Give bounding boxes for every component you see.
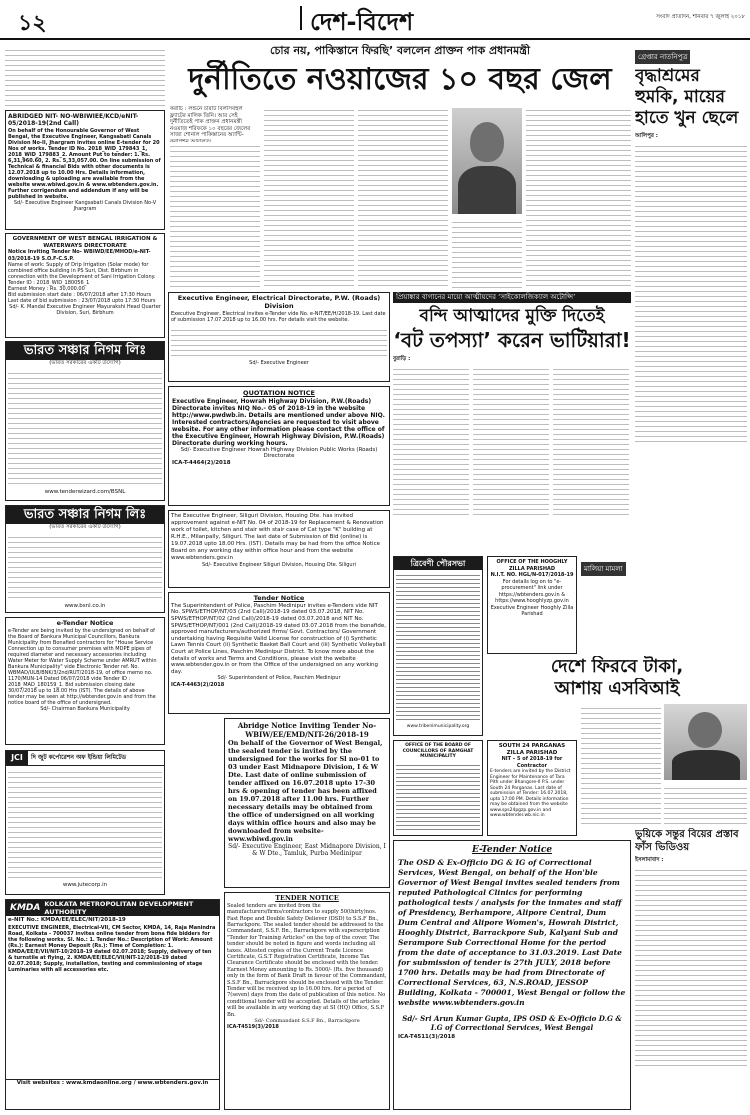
middle-col-3 xyxy=(553,365,629,515)
bottom-right-headline: ভুয়িকে সন্তুর বিয়ের প্রস্তাব ফাঁস ভিডিওয় xyxy=(635,829,739,853)
pm-signature: Sd/- Superintendent of Police, Paschim Medinipur xyxy=(217,675,341,682)
pm-code: ICA-T-4463(2)/2018 xyxy=(171,681,225,688)
bottom-right-dateline: ইসলামাবাদ : xyxy=(635,857,664,863)
bsnl-2-title: ভারত সঞ্চার নিগম লিঃ xyxy=(6,506,164,524)
kmda-ad xyxy=(5,899,220,1110)
siliguri-signature: Sd/- Executive Engineer Siliguri Division, Housing Dte. Siliguri xyxy=(201,562,357,568)
right-story-1 xyxy=(635,44,747,469)
lead-body-col3 xyxy=(358,106,448,288)
tribeni-body xyxy=(396,572,480,722)
tribeni-title: ত্রিবেণী পৌরসভা xyxy=(394,557,482,570)
south24-body: E-tenders are invited by the District Engineer for Maintenance of Tara Pith under Bhangore-II P.S. under South 24 Parganas. Last date of submission of Tender: 16.07.2018, upto 17:00 PM. Details information may be obtained from the website www.sps24pgzp.gov.in and www.wbtender.wb.nic.in xyxy=(490,769,571,819)
south24-sub: NIT – 5 of 2018-19 for Contractor xyxy=(501,756,563,769)
ssb-signature: Sd/- Commandant S.S.F Bn., Barrackpore xyxy=(254,1018,360,1025)
kmda-sub: e-NIT No.: KMDA/EE/ELEC/NIT/2018-19 xyxy=(8,917,126,923)
tender-id-label: Tender ID xyxy=(8,280,32,287)
kmda-title: KOLKATA METROPOLITAN DEVELOPMENT AUTHORITY xyxy=(44,900,194,916)
bsnl-1-subtitle: (ভারত সরকারের একটি উদ্যোগ) xyxy=(49,360,121,366)
bid-start-label: Bid submission start date xyxy=(8,292,72,299)
abridged-body: On behalf of the Honourable Governor of West Bengal, the Executive Engineer, Kangsabati Canals Division No-II, Jhargram invites online E-tender for 20 Nos of works. Tender ID No. 2018_WID_179843_1, 2018_WID_179883_2. Amount Put to tender: 1. Rs. 6,31,960.60, 2. Rs. 5,33,057.00. On line submission of Technical & financial Bids with other documents is 12.07.2018 up to 10.00 Hrs. Details information, downloading & uploading are available from the website www.wbiwd.gov.in & www.wbtenders.gov.in. Further corrigendum and addendum if any will be published in website. xyxy=(8,128,161,200)
left-top-news xyxy=(5,46,165,106)
bid-start-value: 06/07/2018 after 17:30 Hours xyxy=(76,292,152,299)
bsnl-ad-1 xyxy=(5,341,165,501)
hooghly-title: OFFICE OF THE HOOGHLY ZILLA PARISHAD xyxy=(496,559,568,572)
middle-headline-2: ‘বট তপস্যা’ করেন ভাটিয়ারা! xyxy=(393,328,631,352)
bankura-title: e-Tender Notice xyxy=(56,619,114,627)
purba-medinipur-notice xyxy=(224,718,390,888)
middle-col-1 xyxy=(393,365,469,515)
pb-signature: Sd/- Executive Engineer, East Midnapore Division, I & W Dte., Tamluk, Purba Medinipur xyxy=(228,843,386,857)
last-date-label: Last date of bid submission xyxy=(8,298,77,305)
middle-kicker: প্রিয়াঙ্কার বাগানের মায়ো আত্মীয়দের ‘সাইকোলজিক্যাল অটোপ্সি’ xyxy=(393,292,631,303)
right-story-tag: গ্রেপ্তার নাতনিপুত্র xyxy=(635,50,690,64)
bsnl-2-website: www.bsnl.co.in xyxy=(64,602,106,609)
last-date-value: 23/07/2018 upto 17:30 Hours xyxy=(81,298,156,305)
ppc-body: Executive Engineer, Electrical invites e-Tender vide No. e-NIT/EE/H/2018-19. Last date of submission 17.07.2018 up to 16.00 hrs. For details visit the website. xyxy=(171,310,386,324)
lead-kicker: চোর নয়, পাকিস্তানে ফিরছি’ বললেন প্রাক্তন পাক প্রধানমন্ত্রী xyxy=(269,44,530,57)
section-title: দেশ-বিদেশ xyxy=(310,8,414,36)
bsnl-1-body xyxy=(8,369,162,487)
jci-logo-icon: JCI xyxy=(6,751,28,765)
mallya-body-col xyxy=(581,704,661,824)
mallya-tag: মালিয়া মামলা xyxy=(581,562,626,576)
south24-title: SOUTH 24 PARGANAS ZILLA PARISHAD xyxy=(498,743,566,756)
masthead-mark-icon xyxy=(300,6,308,30)
ppc-notice xyxy=(168,292,390,382)
dateline: সংবাদ প্রতিদিন, শনিবার ৭ জুলাই ২০১৮ xyxy=(656,14,745,20)
masthead xyxy=(0,0,750,40)
ramghat-ad xyxy=(393,740,483,836)
bsnl-1-title: ভারত সঞ্চার নিগম লিঃ xyxy=(6,342,164,360)
lead-body-col1 xyxy=(170,142,260,288)
lead-body-col2 xyxy=(264,106,354,288)
pm-title: Tender Notice xyxy=(253,594,305,602)
jci-title: দি জুট কর্পোরেশন অফ ইন্ডিয়া লিমিটেড xyxy=(31,754,127,762)
middle-dateline: বুরাড়ি : xyxy=(393,356,411,362)
ssb-notice xyxy=(224,892,390,1110)
bottom-right-story xyxy=(635,828,747,1110)
prisons-signature: Sd/- Sri Arun Kumar Gupta, IPS OSD & Ex-Officio D.G & I.G of Correctional Services, West Bengal xyxy=(402,1014,622,1032)
bsnl-1-website: www.tenderwizard.com/BSNL xyxy=(44,488,126,495)
pb-title: Abridge Notice Inviting Tender No- WBIW/EE/EMD/NIT-26/2018-19 xyxy=(237,721,377,739)
right-story-headline: বৃদ্ধাশ্রমের হুমকি, মায়ের হাতে খুন ছেলে xyxy=(635,66,739,128)
ppc-text xyxy=(171,326,387,360)
tribeni-website: www.tribenimunicipality.org xyxy=(406,724,470,729)
prisons-body: The OSD & Ex-Officio DG & IG of Correctional Services, West Bengal, on behalf of the Hon'ble Governor of West Bengal invites sealed tenders from reputed Pathological Clinics for performing pathological tests / analysis for the inmates and staff of Presidency, Berhampore, Alipore Central, Dum Dum Central and Alipore Women's, Howrah District, Hooghly District, Barrackpore Sub, Kalyani Sub and Serampore Sub Correctional Home for the period from the date of acceptance to 31.03.2019. Last Date for submission of tender is 27th JULY, 2018 before 1700 hrs. Details may be had from Directorate of Correctional Services, 63, N.S.ROAD, JESSOP Building, Kolkata - 700001, West Bengal or follow the website www.wbtenders.gov.in xyxy=(398,858,626,1007)
quotation-notice xyxy=(168,386,390,506)
ssb-body: Sealed tenders are invited from the manufacturers/firms/contractors to supply 50(thirty)nos. Fast Rope and Double Safety Deliever (DSD) to S.S.F Bn., Barrackpore. The sealed tender should be addressed to the Commandant, S.S.F. Bn., Barrackpore with superscription "Tender for Training Articles" on the top of the cover. The tender should be noted in figure and words including all taxes. Attested copies of the Current Trade Licence Certificate, G.S.T Registration Certificate, Income Tax Clearance Certificate should be enclosed with the tender. Earnest Money amounting to Rs. 5000/- (Rs. five thousand) only in the form of Bank Draft in favour of the Commandant, S.S.F Bn., Barrackpore should be enclosed with the Tender. Tender will be received up to 16.00 hrs. for a period of 7(seven) days from the date of publication of this notice. No conditional tender will be accepted. Details of the articles will be available in any working day at SI (HQ) Office, S.S.F Bn. xyxy=(227,902,387,1018)
earnest-value: Rs. 30,000.00 xyxy=(50,286,85,293)
irrigation-notice: GOVERNMENT OF WEST BENGAL IRRIGATION & WATERWAYS DIRECTORATE Notice Inviting Tender No- WBIWD/EE/MHOD/e-NIT-03/2018-19 S.O.F-C.S.P. Name of work: Supply of Drip Irrigation (Solar mode) for combined office building in PS Suri, Dist. Birbhum in connection with the Development of Sani Irrigation Colony. Tender ID : 2018_WID_180056_1 Earnest Money : Rs. 30,000.00 Bid submission start date : 06/07/2018 after 17:30 Hours Last date of bid submission : 23/07/2018 upto 17:30 Hours Sd/- K. Mandal Executive Engineer Mayurakshi Head Quarter Division, Suri, Birbhum xyxy=(5,233,165,338)
photo-nawaz xyxy=(452,108,522,214)
prisons-title: E-Tender Notice xyxy=(471,845,553,855)
mallya-headline-1: দেশে ফিরবে টাকা, xyxy=(550,656,684,677)
paschim-medinipur-notice xyxy=(168,592,390,714)
irrigation-title: GOVERNMENT OF WEST BENGAL IRRIGATION & WATERWAYS DIRECTORATE xyxy=(12,236,158,249)
kmda-website: Visit websites : www.kmdaonline.org / www.wbtenders.gov.in xyxy=(6,1079,219,1087)
mallya-body-col2 xyxy=(664,784,747,824)
hooghly-ad xyxy=(487,556,577,654)
bottom-right-body xyxy=(635,866,747,1066)
quotation-code: ICA-T-4464(2)/2018 xyxy=(172,459,231,466)
page-number: ১২ xyxy=(18,11,47,36)
abridged-signature: Sd/- Executive Engineer Kangsabati Canals Division No-V Jhargram xyxy=(13,200,157,212)
photo-mallya xyxy=(664,704,747,780)
south24-ad xyxy=(487,740,577,836)
jci-body xyxy=(8,768,162,880)
lead-body-col5 xyxy=(526,106,631,288)
middle-story xyxy=(393,292,631,552)
right-story-body xyxy=(635,142,747,442)
right-story-dateline: আলিপুর : xyxy=(635,133,658,139)
bankura-tender xyxy=(5,617,165,745)
middle-headline-1: বন্দি আত্মাদের মুক্তি দিতেই xyxy=(419,306,605,326)
hooghly-sub: N.I.T. NO. HGL/N-017/2018-19 xyxy=(490,572,574,579)
ssb-title: TENDER NOTICE xyxy=(275,894,339,902)
abridged-notice xyxy=(5,110,165,230)
ramghat-title: OFFICE OF THE BOARD OF COUNCILLORS OF RAMGHAT MUNICIPALITY xyxy=(402,743,474,759)
siliguri-notice xyxy=(168,510,390,588)
kmda-body: EXECUTIVE ENGINEER, Electrical-VII, CM Sector, KMDA, 14, Raja Manindra Road, Kolkata - 700037 invites online tender from bona fide bidders for the following works. Sl. No.: 1. Tender No.: Description of Work: Amount (Rs.): Earnest Money Deposit (Rs.): Time of Completion: 1. KMDA/EE/E/VII/NIT-10/2018-19 dated 02.07.2018; Supply, delivery of ten & turnstile at flying, 2. KMDA/EE/ELEC/VII/NIT-12/2018-19 dated 02.07.2018; Supply, installation, testing and commissioning of stage Luminaries with all accessories etc. xyxy=(8,924,216,973)
prisons-code: ICA-T4511(3)/2018 xyxy=(398,1034,456,1040)
quotation-body: Executive Engineer, Howrah Highway Division, P.W.(Roads) Directorate invites NIQ No.- 05 of 2018-19 in the website http://www.pwdwb.in. Details are mentioned under above NIQ. Interested contractors/Agencies are requested to visit above website. For any other information please contact the office of the Executive Engineer, Howrah Highway Division, P.W.(Roads) Directorate during working hours. xyxy=(172,397,385,447)
pb-body: On behalf of the Governor of West Bengal, the sealed tender is invited by the undersigned for the works for Sl no-01 to 03 under East Midnapore Division, I & W Dte. Last date of online submission of tender affixed on 16.07.2018 upto 17-30 hrs & opening of tender has been affixed on 19.07.2018 after 11.00 hrs. Further necessary details may be obtained from the office of undersigned on all working days within office hours and also may be downloaded from website- www.wbiwd.gov.in xyxy=(228,739,383,843)
irrigation-body: Name of work: Supply of Drip Irrigation (Solar mode) for combined office building in PS Suri, Dist. Birbhum in connection with the Development of Sani Irrigation Colony. xyxy=(8,262,156,281)
lead-headline: দুর্নীতিতে নওয়াজের ১০ বছর জেল xyxy=(188,62,612,97)
ssb-code: ICA-T4519(3)/2018 xyxy=(227,1024,279,1031)
quotation-signature: Sd/- Executive Engineer Howrah Highway Division Public Works (Roads) Directorate xyxy=(180,446,378,460)
ramghat-body xyxy=(396,762,480,832)
prisons-etender xyxy=(393,840,631,1110)
middle-col-2 xyxy=(473,365,549,515)
irrigation-signature: Sd/- K. Mandal Executive Engineer Mayurakshi Head Quarter Division, Suri, Birbhum xyxy=(9,304,161,317)
jci-ad xyxy=(5,750,165,895)
ppc-signature: Sd/- Executive Engineer xyxy=(249,359,309,366)
hooghly-body: For details log on to "e-procurement" link under https://wbtenders.gov.in & https://www.hooghlyzp.gov.in xyxy=(495,578,569,605)
lead-body-intro: করাচি : লন্ডনে চারটি বিলাসবহুল ফ্ল্যাটের মালিক তিনি। আর সেই দুর্নীতিতেই পাক প্রাক্তন প্রধানমন্ত্রী নওয়াজ শরিফকে ১০ বছরের জেলের সাজা শোনাল পাকিস্তানের অ্যান্টি- xyxy=(170,106,251,139)
jci-website: www.jutecorp.in xyxy=(62,882,108,888)
ppc-header: Executive Engineer, Electrical Directorate, P.W. (Roads) Division xyxy=(177,294,381,310)
siliguri-body: The Executive Engineer, Siliguri Division, Housing Dte. has invited approvement against e-NIT No. 04 of 2018-19 for Replacement & Renovation work of toilet, kitchen and stair with stair case of Cat type "K" building at R.H.E., Milanpally, Siliguri. The last date of Submission of Bid (online) is 19.07.2018 upto 18.00 Hrs. (IST). Details may be had from the office Notice Board on any working day within office hour and from the website www.wbtenders.gov.in xyxy=(171,513,384,561)
quotation-title: QUOTATION NOTICE xyxy=(243,389,315,397)
bankura-body: e-Tender are being invited by the undersigned on behalf of the Board of Bankura Municipal Councillors, Bankura Municipality from Bonafied contractors for "House Service Connection up to consumer premises with MDPE pipes of required diameter and necessary accessories including Water Meter for Water Supply Scheme under AMRUT within Bankura Municipality" vide Electronic Tender ref. No. WBMAD/ULB/BNK/3/2nd/RUT/2018-19, of office memo no. 1170/MUN-14 Dated 06/07/2018 vide Tender ID : 2018_MAD_180159_1. Bid submission closing date 30/07/2018 up to 18.00 Hrs (IST). The details of above tender may be seen at http://wbtender.gov.in and from the notice board of the office of undersigned. xyxy=(8,627,157,706)
bsnl-ad-2 xyxy=(5,505,165,613)
irrigation-subtitle: Notice Inviting Tender No- WBIWD/EE/MHOD/e-NIT-03/2018-19 S.O.F-C.S.P. xyxy=(8,249,151,262)
lead-body-col4 xyxy=(452,218,522,288)
tender-id: 2018_WID_180056_1 xyxy=(36,280,90,287)
pm-body: The Superintendent of Police, Paschim Medinipur invites e-Tenders vide NIT No. SPWS/ETHOP/NT/03 (2nd Call)/2018-19 dated 03.07.2018, NIT No. SPWS/ETHOP/NT/02 (2nd Call)/2018-19 dated 03.07.2018 and NIT No. SPWS/ETHOP/NT/001 (2nd Call)/2018-19 dated 03.07.2018 from the bonafide, approved manufacturers/authorized firms/ Govt. Contractors/ Government undertaking having Requisite Valid License for construction of (i) Synthetic Lawn Tennis Court (ii) Synthetic Basket Ball Court and (iii) Synthetic Volleyball Court at Police Lines, Paschim Medinipur District. To know more about the details of works and Terms and Conditions, please visit the website www.wbtender.gov.in or from the Office of the undersigned on any working day. xyxy=(171,602,386,675)
bsnl-2-subtitle: (ভারত সরকারের একটি উদ্যোগ) xyxy=(49,524,121,530)
abridged-title: ABRIDGED NIT- NO-WBIWIEE/KCD/eNIT-05/2018-19(2nd Call) xyxy=(8,113,139,127)
mallya-headline-2: আশায় এসবিআই xyxy=(554,678,680,699)
bankura-signature: Sd/- Chairman Bankura Municipality xyxy=(40,705,130,712)
hooghly-signature: Executive Engineer Hooghly Zilla Parishad xyxy=(490,604,574,618)
bsnl-2-body xyxy=(8,533,162,601)
kmda-logo-icon: KMDA xyxy=(10,903,41,913)
earnest-label: Earnest Money xyxy=(8,286,46,293)
tribeni-ad xyxy=(393,556,483,736)
